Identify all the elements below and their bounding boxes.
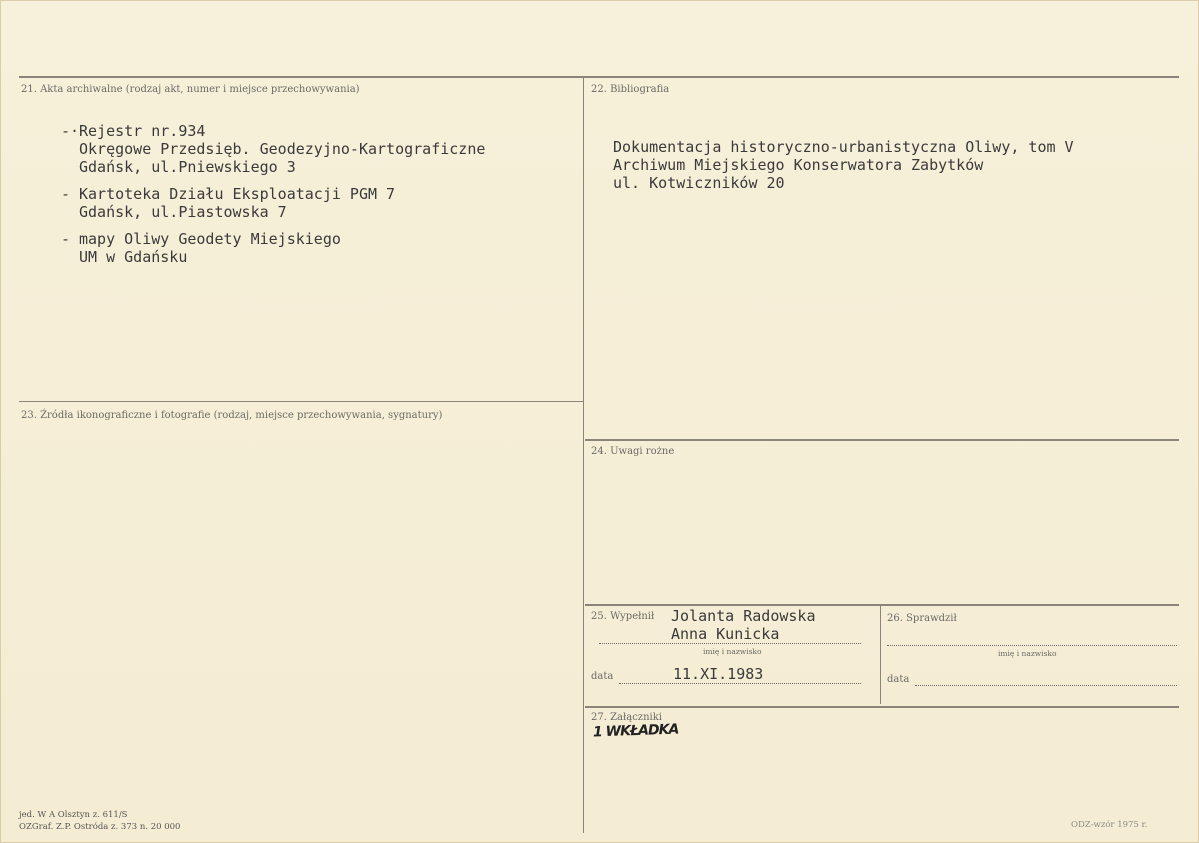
- archive-entry-2: [61, 185, 485, 221]
- section-22-label: 22. Bibliografia: [591, 84, 670, 95]
- section-27-label: 27. Załączniki: [591, 712, 662, 723]
- filled-by-name-2: Anna Kunicka: [671, 625, 780, 643]
- divider-25-26: [880, 606, 881, 704]
- entry-line: Gdańsk, ul.Piastowska 7: [79, 203, 287, 221]
- checker-dotted-line: [887, 645, 1177, 646]
- name-dotted-line: [599, 643, 861, 644]
- date-label-25: data: [591, 671, 614, 682]
- archive-entry-1: [61, 122, 485, 176]
- entry-line: Kartoteka Działu Eksploatacji PGM 7: [79, 185, 396, 203]
- bibliography-line: ul. Kotwiczników 20: [613, 174, 785, 192]
- filled-by-name-1: Jolanta Radowska: [671, 607, 816, 625]
- attachments-handwritten: 1 WKŁADKA: [592, 721, 679, 741]
- top-rule: [19, 76, 1179, 78]
- checker-sublabel: imię i nazwisko: [998, 649, 1057, 658]
- rule-22-24: [585, 439, 1179, 441]
- entry-line: Gdańsk, ul.Pniewskiego 3: [79, 158, 296, 176]
- section-25-label: 25. Wypełnił: [591, 611, 655, 622]
- entry-line: mapy Oliwy Geodety Miejskiego: [79, 230, 341, 248]
- date-value-25: 11.XI.1983: [673, 665, 764, 683]
- date-dotted-line-26: [915, 685, 1177, 686]
- entry-dash: -: [61, 230, 71, 248]
- filled-by-names: [671, 607, 816, 643]
- section-23-label: 23. Źródła ikonograficzne i fotografie (rodzaj, miejsce przechowywania, sygnatury): [21, 410, 443, 421]
- entry-line: UM w Gdańsku: [79, 248, 188, 266]
- print-info-line: jed. W A Olsztyn z. 611/S: [19, 810, 128, 820]
- name-sublabel: imię i nazwisko: [703, 647, 762, 656]
- rule-25-27: [585, 706, 1179, 708]
- section-21-entries: [61, 122, 485, 266]
- section-24-label: 24. Uwagi rożne: [591, 446, 675, 457]
- date-label-26: data: [887, 674, 910, 685]
- center-divider: [583, 78, 584, 833]
- section-26-label: 26. Sprawdził: [887, 613, 957, 624]
- print-info: [19, 809, 180, 833]
- rule-21-23: [19, 401, 583, 402]
- rule-24-25: [585, 604, 1179, 606]
- bibliography-text: [613, 138, 1074, 192]
- bibliography-line: Dokumentacja historyczno-urbanistyczna Oliwy, tom V: [613, 138, 1074, 156]
- form-template-id: ODZ-wzór 1975 r.: [1071, 820, 1148, 830]
- entry-line: Rejestr nr.934: [79, 122, 206, 140]
- bibliography-line: Archiwum Miejskiego Konserwatora Zabytków: [613, 156, 984, 174]
- archive-entry-3: [61, 230, 485, 266]
- print-info-line: OZGraf. Z.P. Ostróda z. 373 n. 20 000: [19, 822, 181, 832]
- entry-dash: -·: [61, 122, 80, 140]
- section-21-label: 21. Akta archiwalne (rodzaj akt, numer i miejsce przechowywania): [21, 84, 360, 95]
- entry-line: Okręgowe Przedsięb. Geodezyjno-Kartograficzne: [79, 140, 486, 158]
- date-dotted-line-25: [619, 683, 861, 684]
- entry-dash: -: [61, 185, 71, 203]
